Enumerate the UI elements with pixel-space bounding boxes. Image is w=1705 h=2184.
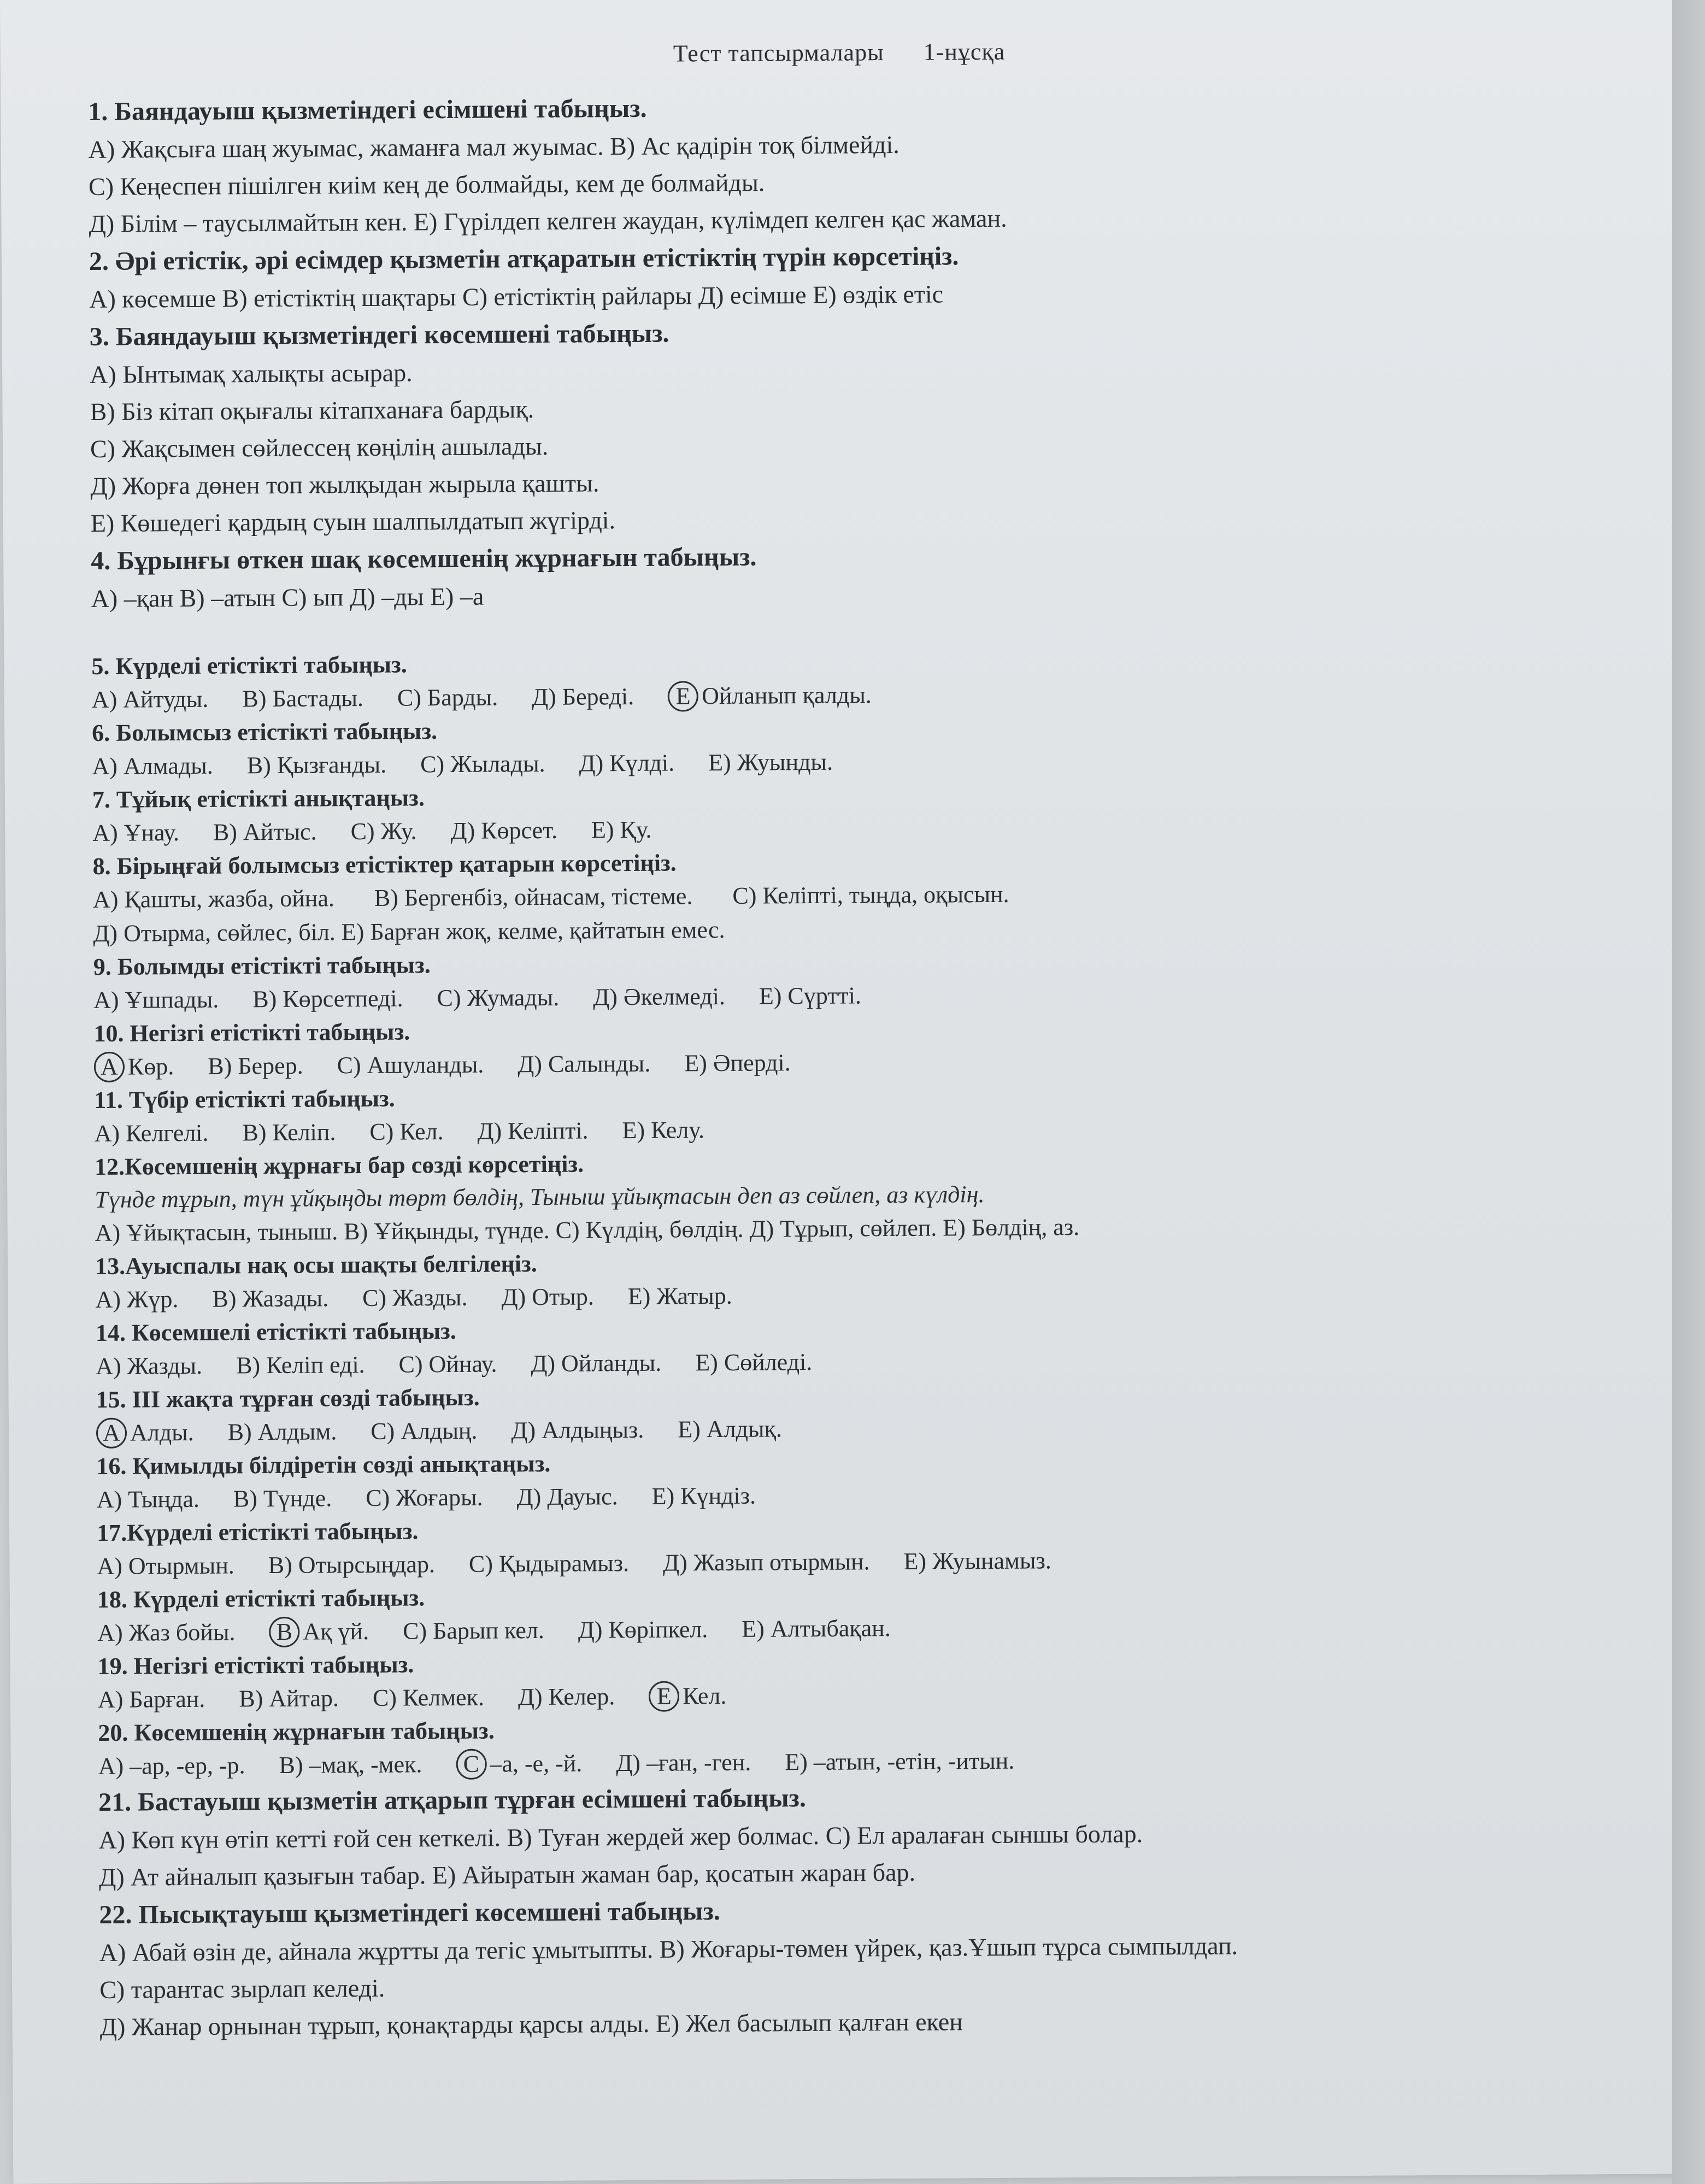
question-text: 5. Күрделі етістікті табыңыз. (91, 651, 407, 680)
circled-answer-option (96, 1416, 194, 1450)
answer-option (651, 1479, 756, 1514)
answer-option (247, 748, 387, 783)
answer-option (213, 815, 317, 849)
question-item (90, 309, 1594, 542)
answer-option (518, 1047, 650, 1081)
option-text: В) Айтыс. (213, 818, 317, 846)
option-text: А) Ұшпады. (93, 986, 219, 1014)
option-text: В) Көрсетпеді. (252, 985, 403, 1013)
question-text: 20. Көсемшенің жұрнағын табыңыз. (98, 1717, 495, 1746)
circled-answer-option (456, 1747, 582, 1781)
test-content (87, 34, 1602, 2046)
question-text: 2. Әрі етістік, әрі есімдер қызметін атқаратын етістіктің түрін көрсетіңіз. (89, 242, 959, 276)
quote-line: Түнде тұрып, түн ұйқыңды төрт бөлдің, Тыныш ұйықтасын деп аз сөйлеп, аз күлдің. (95, 1181, 985, 1213)
answer-line: А) Жақсыға шаң жуымас, жаманға мал жуымас. В) Ас қадірін тоқ білмейді. (88, 130, 899, 164)
option-text: Е) Жатыр. (627, 1282, 732, 1310)
answer-option (785, 1744, 1014, 1780)
option-text: Д) Көрсет. (450, 816, 558, 844)
option-text: С) Жу. (350, 817, 417, 845)
option-text: С) Жылады. (420, 750, 545, 778)
answer-option (708, 745, 833, 780)
answer-option (593, 980, 725, 1014)
option-text: Кел. (683, 1682, 727, 1710)
question-text: 6. Болымсыз етістікті табыңыз. (92, 717, 438, 746)
answer-option (350, 814, 416, 849)
answer-option (373, 1681, 484, 1715)
answer-option (239, 1681, 339, 1716)
answer-line: В) Біз кітап оқығалы кітапханаға бардық. (90, 395, 534, 426)
circled-letter: Е (668, 681, 698, 711)
answer-option (337, 1048, 484, 1083)
question-item (88, 84, 1592, 243)
answer-option (450, 814, 557, 848)
questions-block-1 (88, 84, 1594, 617)
answer-option (759, 979, 861, 1013)
option-text: В) Берер. (208, 1052, 303, 1080)
question-text: 13.Ауыспалы нақ осы шақты белгілеңіз. (95, 1250, 537, 1280)
answer-option (742, 1611, 891, 1646)
answer-option (98, 1682, 205, 1717)
title-text: Тест тапсырмалары (673, 39, 884, 67)
answer-option: С) Келіпті, тыңда, оқысын. (732, 880, 1009, 909)
answer-option (92, 816, 179, 850)
question-item (96, 1441, 1600, 1517)
option-text: А) Барған. (97, 1685, 205, 1713)
answer-option (501, 1280, 594, 1314)
option-text: А) Жазды. (96, 1352, 203, 1380)
option-text: Е) Жуынамыз. (903, 1547, 1051, 1575)
answer-option (93, 983, 219, 1017)
answer-option: А) Қашты, жазба, ойна. (92, 885, 335, 913)
question-text: 1. Баяндауыш қызметіндегі есімшені табыңыз. (88, 93, 647, 127)
option-text: А) Отырмын. (97, 1552, 234, 1580)
answer-option (92, 749, 213, 784)
answer-option (362, 1281, 468, 1315)
answer-line: Д) Ат айналып қазығын табар. Е) Айыратын жаман бар, қосатын жаран бар. (98, 1858, 916, 1891)
answer-option (98, 1749, 245, 1783)
questions-block-4 (95, 1241, 1601, 1783)
answer-option (628, 1279, 732, 1314)
question-item (96, 1308, 1599, 1384)
answer-option (622, 1113, 704, 1147)
answer-option (903, 1544, 1051, 1579)
answer-line: С) Жақсымен сөйлессең көңілің ашылады. (90, 432, 549, 463)
option-text: Д) Салынды. (518, 1050, 651, 1078)
answer-option (578, 1612, 708, 1647)
question-item (97, 1574, 1601, 1650)
answer-option (397, 680, 498, 715)
question-text: 19. Негізгі етістікті табыңыз. (97, 1651, 414, 1680)
question-text: 4. Бұрынғы өткен шақ көсемшенің жұрнағын табыңыз. (91, 542, 757, 576)
answer-option (236, 1348, 365, 1382)
answer-option (366, 1481, 483, 1515)
variant-text: 1-нұсқа (923, 38, 1006, 66)
answer-line: Д) Отырма, сөйлес, біл. Е) Барған жоқ, келме, қайтатын емес. (93, 916, 725, 947)
answer-line: А) көсемше В) етістіктің шақтары С) етістіктің райлары Д) есімше Е) өздік етіс (89, 280, 944, 314)
option-text: Д) Келер. (518, 1683, 615, 1711)
option-text: А) Ұнау. (92, 819, 180, 846)
option-text: Д) Береді. (531, 682, 634, 711)
answer-option (663, 1545, 870, 1580)
page-title (87, 34, 1590, 71)
question-text: 11. Түбір етістікті табыңыз. (94, 1085, 395, 1114)
option-text: Д) –ған, -ген. (616, 1749, 751, 1777)
answer-line: А) Көп күн өтіп кетті ғой сен кеткелі. В) Туған жердей жер болмас. С) Ел аралаған сыншы болар. (98, 1820, 1143, 1854)
question-8 (93, 841, 1596, 951)
question-text: 22. Пысықтауыш қызметіндегі көсемшені табыңыз. (99, 1897, 720, 1929)
answer-line: С) Кеңеспен пішілген киім кең де болмайды, кем де болмайды. (88, 168, 765, 201)
option-text: Е) Қу. (591, 816, 652, 844)
option-text: Е) Сөйледі. (695, 1348, 813, 1376)
answer-line: А) Ынтымақ халықты асырар. (90, 358, 413, 389)
answer-line: А) –қан В) –атын С) ып Д) –ды Е) –а (91, 582, 484, 613)
option-text: В) Қызғанды. (246, 751, 387, 779)
option-text: Д) Отыр. (501, 1283, 594, 1311)
answer-option (511, 1413, 644, 1447)
option-text: Д) Күлді. (579, 749, 675, 777)
option-text: С) Кел. (369, 1118, 444, 1145)
answer-line: А) Ұйықтасын, тыныш. В) Ұйқынды, түнде. С) Күлдің, бөлдің. Д) Тұрып, сөйлеп. Е) Бөлдің, аз. (95, 1213, 1080, 1246)
question-text: 16. Қимылды білдіретін сөзді анықтаңыз. (96, 1450, 551, 1480)
answer-option: В) Бергенбіз, ойнасам, тістеме. (374, 882, 693, 911)
option-text: Е) Әперді. (684, 1049, 791, 1077)
option-text: С) Ойнау. (398, 1350, 497, 1378)
answer-option (477, 1114, 588, 1148)
option-text: А) –ар, -ер, -р. (98, 1752, 245, 1780)
option-text: Д) Келіпті. (477, 1117, 589, 1145)
answer-line: Д) Жорға дөнен топ жылқыдан жырыла қашты. (90, 469, 599, 501)
question-item (95, 1241, 1598, 1317)
question-item (94, 1075, 1597, 1151)
answer-option (532, 680, 634, 714)
option-text: Е) Алтыбақан. (742, 1615, 891, 1643)
circled-answer-option (269, 1615, 369, 1649)
answer-line: С) тарантас зырлап келеді. (99, 1974, 385, 2004)
answer-option (591, 813, 652, 847)
question-item (89, 233, 1592, 318)
answer-option (208, 1049, 303, 1084)
answer-option (684, 1046, 791, 1080)
circled-answer-option (94, 1050, 174, 1084)
option-text: А) Тыңда. (96, 1485, 200, 1513)
option-text: А) Жаз бойы. (97, 1618, 236, 1646)
answer-option (242, 681, 363, 716)
option-text: Д) Дауыс. (516, 1483, 618, 1511)
option-text: –а, -е, -й. (490, 1750, 583, 1777)
option-text: Көр. (127, 1053, 174, 1080)
option-text: Алды. (130, 1418, 194, 1446)
question-item (91, 533, 1594, 617)
answer-option (96, 1349, 202, 1384)
answer-option (97, 1549, 234, 1583)
option-text: Д) Көріпкел. (578, 1616, 708, 1644)
question-item (93, 1008, 1597, 1084)
questions-block-2 (91, 641, 1595, 850)
question-text: 14. Көсемшелі етістікті табыңыз. (95, 1317, 456, 1346)
answer-option (678, 1412, 782, 1446)
question-text: 15. ІІІ жақта тұрған сөзді табыңыз. (96, 1384, 480, 1413)
option-text: Д) Ойланды. (531, 1349, 662, 1377)
option-text: В) Келіп. (242, 1119, 336, 1146)
circled-letter: Е (649, 1681, 679, 1711)
option-text: А) Жүр. (95, 1286, 179, 1313)
question-item (98, 1774, 1602, 1896)
answer-option (97, 1615, 236, 1650)
option-text: Д) Әкелмеді. (593, 982, 726, 1011)
option-text: С) Қыдырамыз. (468, 1550, 630, 1577)
option-text: В) Отырсыңдар. (268, 1551, 436, 1579)
question-text: 3. Баяндауыш қызметіндегі көсемшені табыңыз. (89, 319, 669, 352)
question-text: 10. Негізгі етістікті табыңыз. (93, 1018, 410, 1047)
option-text: Е) Алдық. (678, 1415, 783, 1443)
answer-line: Е) Көшедегі қардың суын шалпылдатып жүгірді. (90, 506, 616, 538)
question-text: 7. Тұйық етістікті анықтаңыз. (92, 784, 425, 813)
background-edge (1672, 0, 1705, 2184)
circled-letter: В (269, 1617, 299, 1647)
option-text: А) Алмады. (92, 752, 213, 780)
answer-option (403, 1614, 544, 1649)
answer-option (212, 1281, 328, 1316)
option-text: В) Алдым. (227, 1418, 337, 1446)
answer-option (531, 1346, 661, 1381)
answer-option (516, 1480, 618, 1514)
option-text: Ақ үй. (303, 1617, 369, 1645)
option-text: В) Келіп еді. (236, 1351, 365, 1379)
questions-block-3 (93, 941, 1597, 1151)
answer-line: Д) Білім – таусылмайтын кен. Е) Гүрілдеп келген жаудан, күлімдеп келген қас жаман. (89, 204, 1007, 238)
option-text: В) Айтар. (239, 1685, 339, 1712)
question-item (99, 1887, 1603, 2046)
answer-option (242, 1115, 336, 1150)
question-item (98, 1708, 1601, 1783)
question-text: 9. Болымды етістікті табыңыз. (93, 951, 431, 980)
answer-option (371, 1414, 478, 1449)
answer-option (268, 1547, 435, 1582)
option-text: С) Алдың. (371, 1417, 478, 1445)
answer-option (695, 1345, 812, 1380)
answer-option (279, 1747, 422, 1782)
option-text: Е) Сүртті. (759, 982, 862, 1010)
question-12 (95, 1141, 1598, 1250)
option-text: С) Жумады. (437, 984, 560, 1012)
question-item (96, 1374, 1599, 1450)
question-text: 8. Бірыңғай болымсыз етістіктер қатарын көрсетіңіз. (92, 849, 677, 880)
circled-answer-option (668, 678, 872, 713)
question-item (97, 1508, 1600, 1583)
answer-option (94, 1116, 208, 1151)
question-item (93, 941, 1597, 1017)
question-item (91, 641, 1595, 717)
option-text: С) Барып кел. (402, 1616, 544, 1645)
option-text: В) –мақ, -мек. (279, 1751, 422, 1779)
question-item (97, 1641, 1601, 1717)
question-item (92, 774, 1596, 850)
option-text: Е) Күндіз. (651, 1482, 756, 1510)
option-text: В) Бастады. (242, 684, 364, 713)
option-text: В) Жазады. (212, 1285, 329, 1312)
question-text: 21. Бастауыш қызметін атқарып тұрған есімшені табыңыз. (98, 1783, 807, 1817)
circled-letter: А (96, 1418, 127, 1449)
answer-option (420, 747, 545, 781)
option-text: Д) Жазып отырмын. (662, 1548, 870, 1576)
question-text: 12.Көсемшенің жұрнағы бар сөзді көрсетіңіз. (94, 1150, 584, 1180)
option-text: С) Жоғары. (366, 1484, 483, 1511)
circled-letter: А (94, 1052, 125, 1082)
question-text: 18. Күрделі етістікті табыңыз. (97, 1584, 425, 1613)
answer-option (518, 1680, 615, 1714)
answer-option (579, 746, 674, 780)
answer-option (398, 1347, 497, 1381)
answer-line: Д) Жанар орнынан тұрып, қонақтарды қарсы алды. Е) Жел басылып қалған екен (99, 2008, 963, 2041)
option-text: Д) Алдыңыз. (511, 1416, 644, 1444)
option-text: С) Жазды. (362, 1284, 468, 1311)
option-text: А) Келгелі. (94, 1119, 209, 1147)
answer-option (437, 981, 559, 1015)
answer-option (252, 982, 403, 1017)
option-text: С) Ашуланды. (337, 1051, 484, 1079)
questions-block-5 (98, 1774, 1603, 2046)
circled-answer-option (649, 1679, 727, 1714)
answer-option (95, 1282, 178, 1317)
answer-option (233, 1481, 332, 1516)
answer-line: А) Абай өзін де, айнала жұртты да тегіс ұмытыпты. В) Жоғары-төмен үйрек, қаз.Ұшып тұрса сымпылдап. (99, 1932, 1238, 1967)
answer-option (92, 682, 209, 717)
circled-letter: С (456, 1749, 486, 1780)
question-text: 17.Күрделі етістікті табыңыз. (96, 1517, 419, 1546)
answer-option (369, 1115, 444, 1149)
answer-option (228, 1415, 337, 1449)
answer-option (97, 1482, 200, 1517)
option-text: Е) –атын, -етін, -итын. (785, 1747, 1015, 1776)
answer-option (469, 1546, 630, 1581)
option-text: А) Айтуды. (91, 685, 209, 713)
option-text: С) Барды. (397, 684, 498, 711)
option-text: Е) Жуынды. (708, 748, 833, 776)
answer-option (616, 1746, 751, 1781)
option-text: Ойланып қалды. (702, 681, 872, 710)
option-text: С) Келмек. (372, 1683, 485, 1711)
option-text: Е) Келу. (622, 1116, 705, 1144)
option-text: В) Түнде. (233, 1485, 332, 1512)
question-item (92, 708, 1595, 784)
